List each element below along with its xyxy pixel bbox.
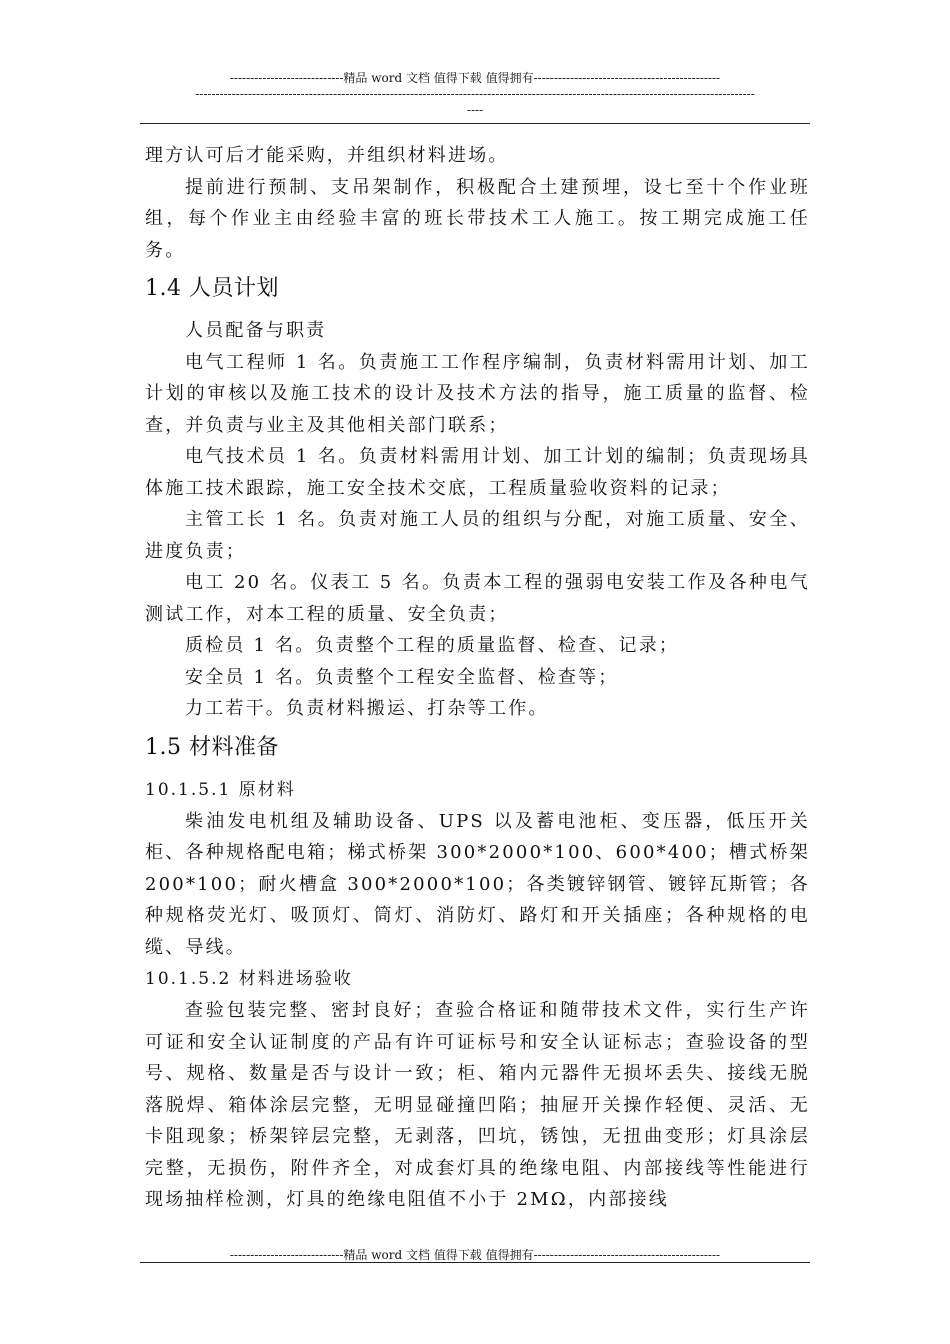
- subsection-heading-10-1-5-1: 10.1.5.1 原材料: [145, 779, 296, 800]
- paragraph: 主管工长 1 名。负责对施工人员的组织与分配，对施工质量、安全、进度负责；: [145, 509, 810, 562]
- section-heading-1-4: 1.4 人员计划: [145, 276, 279, 301]
- footer-divider: [140, 1262, 810, 1263]
- header-line-3: ----: [466, 103, 484, 117]
- page-footer: ----------------------------精品 word 文档 值得下载 值得拥有----------------------------------------------: [229, 1248, 721, 1262]
- paragraph: 电工 20 名。仪表工 5 名。负责本工程的强弱电安装工作及各种电气测试工作，对本工程的质量、安全负责；: [145, 572, 810, 625]
- page-header: [140, 70, 810, 118]
- paragraph: 人员配备与职责: [185, 320, 327, 341]
- subsection-heading-10-1-5-2: 10.1.5.2 材料进场验收: [145, 969, 353, 989]
- paragraph: 质检员 1 名。负责整个工程的质量监督、检查、记录；: [185, 635, 680, 656]
- paragraph: 安全员 1 名。负责整个工程安全监督、检查等；: [185, 666, 619, 688]
- paragraph: 电气工程师 1 名。负责施工工作程序编制，负责材料需用计划、加工计划的审核以及施工技术的设计及技术方法的指导，施工质量的监督、检查，并负责与业主及其他相关部门联系；: [145, 351, 810, 436]
- section-heading-1-5: 1.5 材料准备: [145, 734, 279, 760]
- paragraph: 电气技术员 1 名。负责材料需用计划、加工计划的编制；负责现场具体施工技术跟踪，施工安全技术交底，工程质量验收资料的记录；: [145, 446, 810, 499]
- header-line-1: ----------------------------精品 word 文档 值得下载 值得拥有----------------------------------------------: [229, 71, 721, 85]
- header-line-2: ------------------------------------------------------------------------------------------------------------------------------------------: [195, 87, 755, 101]
- paragraph: 理方认可后才能采购，并组织材料进场。: [145, 145, 509, 166]
- paragraph: 提前进行预制、支吊架制作，积极配合土建预埋，设七至十个作业班组，每个作业主由经验丰富的班长带技术工人施工。按工期完成施工任务。: [145, 176, 810, 261]
- document-body: [145, 140, 810, 1216]
- paragraph: 柴油发电机组及辅助设备、UPS 以及蓄电池柜、变压器，低压开关柜、各种规格配电箱；梯式桥架 300*2000*100、600*400；槽式桥架 200*100；耐火槽盒 300*2000*100；各类镀锌钢管、镀锌瓦斯管；各种规格荧光灯、吸顶灯、筒灯、消防灯、路灯和开关插座；各种规格的电缆、导线。: [145, 810, 810, 958]
- paragraph: 查验包装完整、密封良好；查验合格证和随带技术文件，实行生产许可证和安全认证制度的产品有许可证标号和安全认证标志；查验设备的型号、规格、数量是否与设计一致；柜、箱内元器件无损坏丢失、接线无脱落脱焊、箱体涂层完整，无明显碰撞凹陷；抽屉开关操作轻便、灵活、无卡阻现象；桥架锌层完整，无剥落，凹坑，锈蚀，无扭曲变形；灯具涂层完整，无损伤，附件齐全，对成套灯具的绝缘电阻、内部接线等性能进行现场抽样检测，灯具的绝缘电阻值不小于 2MΩ，内部接线: [145, 1000, 810, 1210]
- paragraph: 力工若干。负责材料搬运、打杂等工作。: [185, 698, 549, 719]
- header-divider: [140, 123, 810, 124]
